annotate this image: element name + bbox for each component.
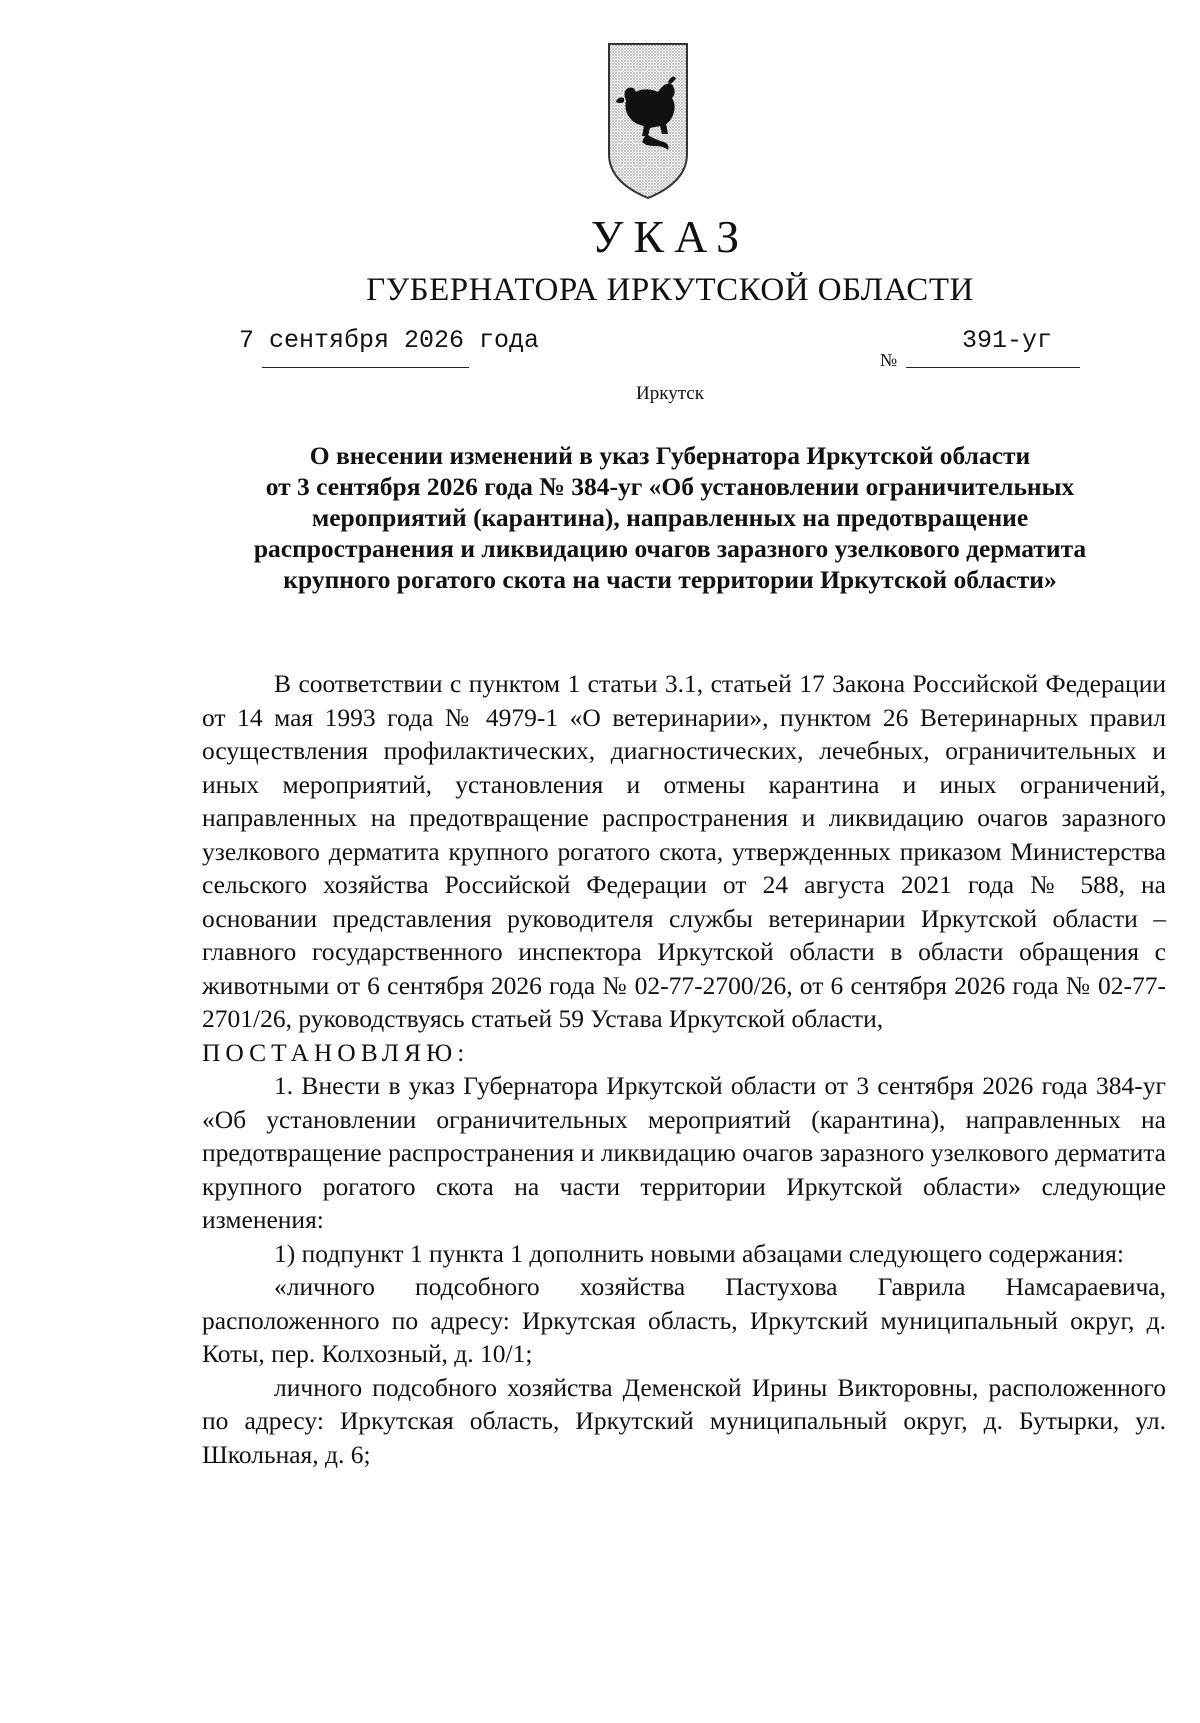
quoted-paragraph: личного подсобного хозяйства Деменской Ирины Викторовны, расположенного по адресу: Иркутская область, Иркутский муниципальный округ, д. Бутырки, ул. Школьная, д. 6; — [202, 1372, 1166, 1469]
number-sign: № — [880, 350, 898, 370]
decree-date: 7 сентября 2026 года — [239, 326, 540, 355]
heading-line: от 3 сентября 2026 года № 384-уг «Об установлении ограничительных — [265, 472, 1075, 501]
document-title: УКАЗ — [590, 211, 750, 262]
item-1-paragraph: 1. Внести в указ Губернатора Иркутской области от 3 сентября 2026 года 384-уг «Об установлении ограничительных мероприятий (карантина), направленных на предотвращение распространения и ликвидацию очагов заразного узелкового дерматита крупного рогатого скота на части территории Иркутской области» следующие изменения: — [202, 1071, 1166, 1234]
coat-of-arms-emblem — [606, 42, 690, 202]
date-underline — [262, 367, 469, 368]
shield-icon — [606, 42, 690, 202]
issuer-title: ГУБЕРНАТОРА ИРКУТСКОЙ ОБЛАСТИ — [366, 272, 974, 308]
preamble-paragraph: В соответствии с пунктом 1 статьи 3.1, статьей 17 Закона Российской Федерации от 14 мая 1993 года № 4979-1 «О ветеринарии», пунктом 26 Ветеринарных правил осуществления профилактических, диагностических, лечебных, ограничительных и иных мероприятий, установления и отмены карантина и иных ограничений, направленных на предотвращение распространения и ликвидацию очагов заразного узелкового дерматита крупного рогатого скота, утвержденных приказом Министерства сельского хозяйства Российской Федерации от 24 августа 2021 года № 588, на основании представления руководителя службы ветеринарии Иркутской области – главного государственного инспектора Иркутской области в области обращения с животными от 6 сентября 2026 года № 02-77-2700/26, от 6 сентября 2026 года № 02-77-2701/26, руководствуясь статьей 59 Устава Иркутской области, — [202, 669, 1166, 1033]
heading-line: распространения и ликвидацию очагов заразного узелкового дерматита — [253, 534, 1087, 563]
heading-line: мероприятий (карантина), направленных на предотвращение — [311, 503, 1029, 532]
decree-operative-word: ПОСТАНОВЛЯЮ: — [202, 1037, 470, 1067]
heading-line: крупного рогатого скота на части территории Иркутской области» — [283, 565, 1057, 594]
decree-body — [202, 667, 1166, 1471]
quoted-paragraph: «личного подсобного хозяйства Пастухова Гаврила Намсараевича, расположенного по адресу: Иркутская область, Иркутский муниципальный округ, д. Коты, пер. Колхозный, д. 10/1; — [202, 1272, 1166, 1368]
heading-line: О внесении изменений в указ Губернатора Иркутской области — [309, 441, 1031, 470]
decree-number: 391-уг — [962, 326, 1053, 355]
subitem-1-paragraph: 1) подпункт 1 пункта 1 дополнить новыми абзацами следующего содержания: — [274, 1238, 1124, 1268]
number-underline — [906, 367, 1080, 368]
decree-heading — [200, 440, 1140, 595]
place-of-issue: Иркутск — [636, 383, 704, 404]
